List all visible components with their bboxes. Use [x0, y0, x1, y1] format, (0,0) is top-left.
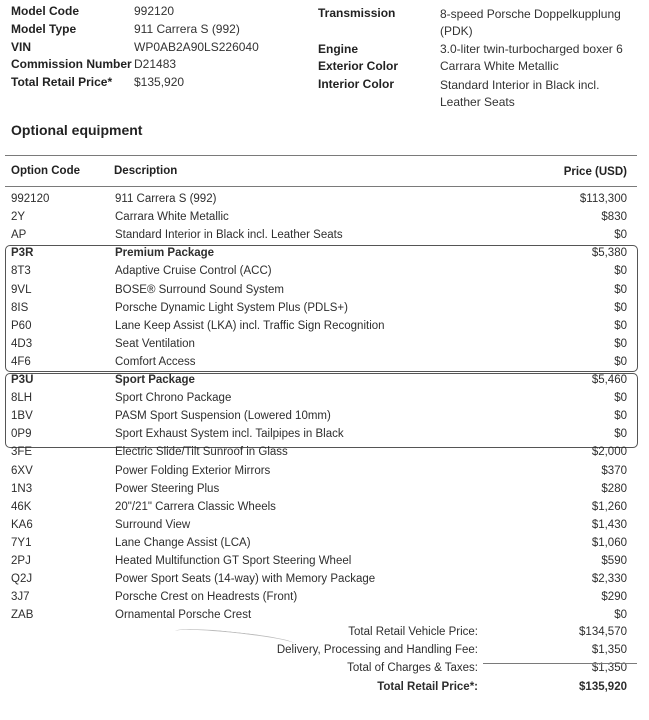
option-description: Lane Keep Assist (LKA) incl. Traffic Sign Recognition — [115, 320, 385, 332]
option-code: 3J7 — [11, 591, 30, 603]
option-code: 4D3 — [11, 338, 33, 350]
exterior-color-value: Carrara White Metallic — [440, 59, 559, 73]
option-code: Q2J — [11, 573, 33, 585]
option-price: $0 — [614, 428, 627, 440]
option-price: $0 — [614, 609, 627, 621]
option-code: 46K — [11, 501, 32, 513]
signature-stroke — [175, 626, 295, 649]
option-code: 8IS — [11, 302, 29, 314]
section-title: Optional equipment — [11, 122, 143, 138]
option-description: Power Folding Exterior Mirrors — [115, 465, 271, 477]
option-code: 1BV — [11, 410, 33, 422]
option-description: Heated Multifunction GT Sport Steering Wheel — [115, 555, 352, 567]
option-price: $290 — [601, 591, 627, 603]
option-code: ZAB — [11, 609, 34, 621]
option-description: Seat Ventilation — [115, 338, 195, 350]
option-price: $830 — [601, 211, 627, 223]
option-code: 9VL — [11, 284, 32, 296]
option-price: $113,300 — [579, 193, 627, 205]
option-code: 7Y1 — [11, 537, 32, 549]
option-description: Porsche Dynamic Light System Plus (PDLS+) — [115, 302, 348, 314]
column-header-price: Price (USD) — [563, 166, 627, 178]
option-description: Standard Interior in Black incl. Leather Seats — [115, 229, 343, 241]
option-price: $0 — [614, 320, 627, 332]
option-description: Sport Chrono Package — [115, 392, 232, 404]
option-code: 0P9 — [11, 428, 32, 440]
total-value: $134,570 — [579, 626, 627, 638]
model-code-value: 992120 — [134, 4, 175, 18]
option-code: 1N3 — [11, 483, 33, 495]
exterior-color-label: Exterior Color — [318, 59, 399, 73]
option-description: 911 Carrera S (992) — [115, 193, 217, 205]
option-price: $1,430 — [591, 519, 627, 531]
option-description: Surround View — [115, 519, 191, 531]
total-label: Total Retail Vehicle Price: — [348, 626, 478, 638]
vin-value: WP0AB2A90LS226040 — [134, 40, 259, 54]
option-description: Adaptive Cruise Control (ACC) — [115, 265, 272, 277]
option-code: 4F6 — [11, 356, 31, 368]
option-description: 20"/21" Carrera Classic Wheels — [115, 501, 276, 513]
option-price: $2,330 — [591, 573, 627, 585]
totals-rule — [483, 663, 637, 664]
table-top-rule — [5, 155, 637, 156]
model-type-label: Model Type — [11, 22, 77, 36]
option-description: Ornamental Porsche Crest — [115, 609, 252, 621]
option-price: $0 — [614, 392, 627, 404]
transmission-label: Transmission — [318, 6, 396, 20]
total-value: $135,920 — [579, 681, 627, 693]
model-code-label: Model Code — [11, 4, 79, 18]
total-retail-price-value: $135,920 — [134, 75, 185, 89]
model-type-value: 911 Carrera S (992) — [134, 22, 240, 36]
option-price: $0 — [614, 302, 627, 314]
option-code: 2PJ — [11, 555, 31, 567]
option-price: $0 — [614, 338, 627, 350]
total-label: Total Retail Price*: — [377, 681, 478, 693]
option-description: Lane Change Assist (LCA) — [115, 537, 251, 549]
option-price: $1,260 — [591, 501, 627, 513]
option-code: 2Y — [11, 211, 26, 223]
engine-value: 3.0-liter twin-turbocharged boxer 6 — [440, 42, 623, 56]
option-price: $5,380 — [591, 247, 627, 259]
option-description: PASM Sport Suspension (Lowered 10mm) — [115, 410, 331, 422]
option-description: Premium Package — [115, 247, 215, 259]
option-code: AP — [11, 229, 27, 241]
option-description: Sport Package — [115, 374, 195, 386]
watermark — [346, 149, 395, 206]
vin-label: VIN — [11, 40, 32, 54]
option-description: Comfort Access — [115, 356, 196, 368]
option-code: KA6 — [11, 519, 33, 531]
option-code: P60 — [11, 320, 32, 332]
transmission-value: 8-speed Porsche Doppelkupplung (PDK) — [440, 7, 621, 38]
total-value: $1,350 — [591, 662, 627, 674]
total-retail-price-label: Total Retail Price* — [11, 75, 113, 89]
option-description: Power Sport Seats (14-way) with Memory Package — [115, 573, 376, 585]
option-description: Sport Exhaust System incl. Tailpipes in Black — [115, 428, 344, 440]
option-code: 8LH — [11, 392, 33, 404]
option-price: $0 — [614, 410, 627, 422]
commission-number-label: Commission Number — [11, 57, 132, 71]
option-description: BOSE® Surround Sound System — [115, 284, 284, 296]
option-description: Carrara White Metallic — [115, 211, 229, 223]
option-price: $5,460 — [591, 374, 627, 386]
option-price: $0 — [614, 284, 627, 296]
option-price: $370 — [601, 465, 627, 477]
option-code: 8T3 — [11, 265, 31, 277]
table-header-rule — [5, 186, 637, 187]
option-description: Electric Slide/Tilt Sunroof in Glass — [115, 446, 288, 458]
option-code: 992120 — [11, 193, 50, 205]
interior-color-label: Interior Color — [318, 77, 395, 91]
column-header-option-code: Option Code — [11, 165, 80, 177]
option-price: $590 — [601, 555, 627, 567]
option-code: 6XV — [11, 465, 33, 477]
option-description: Porsche Crest on Headrests (Front) — [115, 591, 298, 603]
option-price: $0 — [614, 229, 627, 241]
total-value: $1,350 — [591, 644, 627, 656]
total-label: Delivery, Processing and Handling Fee: — [276, 644, 478, 656]
option-code: P3U — [11, 374, 34, 386]
option-price: $0 — [614, 265, 627, 277]
option-price: $0 — [614, 356, 627, 368]
option-price: $1,060 — [591, 537, 627, 549]
option-description: Power Steering Plus — [115, 483, 220, 495]
option-price: $280 — [601, 483, 627, 495]
option-code: 3FE — [11, 446, 33, 458]
option-code: P3R — [11, 247, 34, 259]
interior-color-value: Standard Interior in Black incl. Leather Seats — [440, 78, 600, 109]
column-header-description: Description — [114, 165, 178, 177]
option-price: $2,000 — [591, 446, 627, 458]
commission-number-value: D21483 — [134, 57, 177, 71]
total-label: Total of Charges & Taxes: — [347, 662, 478, 674]
engine-label: Engine — [318, 42, 359, 56]
